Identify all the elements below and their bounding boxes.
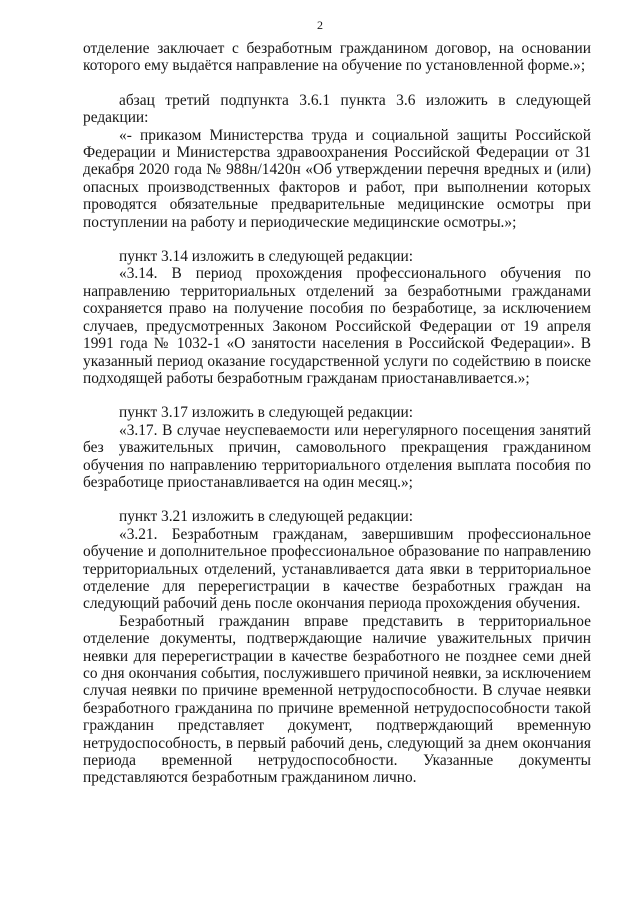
paragraph-3-14-text: «3.14. В период прохождения профессионального обучения по направлению территориальных отделений за безработными гражданами сохраняется право на получение пособия по безработице, за исключением случаев, предусмотренных Законом Российской Федерации от 19 апреля 1991 года № 1032-1 «О занятости населения в Российской Федерации». В указанный период оказание государственной услуги по содействию в поиске подходящей работы безработным гражданам приостанавливается.»; xyxy=(83,265,591,387)
paragraph-amend-3-17: пункт 3.17 изложить в следующей редакции: xyxy=(119,404,414,422)
paragraph-amend-3-21: пункт 3.21 изложить в следующей редакции: xyxy=(119,508,414,526)
paragraph-contract-continuation: отделение заключает с безработным гражданином договор, на основании которого ему выдаётся направление на обучение по установленной форме.»; xyxy=(83,40,591,75)
paragraph-order-reference: «- приказом Министерства труда и социальной защиты Российской Федерации и Министерства здравоохранения Российской Федерации от 31 декабря 2020 года № 988н/1420н «Об утверждении перечня вредных и (или) опасных производственных факторов и работ, при выполнении которых проводятся обязательные предварительные медицинские осмотры при поступлении на работу и периодические медицинские осмотры.»; xyxy=(83,126,591,231)
document-body xyxy=(83,40,591,787)
paragraph-3-21-text: «3.21. Безработным гражданам, завершившим профессиональное обучение и дополнительное профессиональное образование по направлению территориальных отделений, устанавливается дата явки в территориальное отделение для перерегистрации в качестве безработных граждан на следующий рабочий день после окончания периода прохождения обучения. xyxy=(83,525,591,613)
paragraph-3-17-text: «3.17. В случае неуспеваемости или нерегулярного посещения занятий без уважительных причин, самовольного прекращения гражданином обучения по направлению территориального отделения выплата пособия по безработице приостанавливается на один месяц.»; xyxy=(83,421,591,491)
page-number: 2 xyxy=(317,18,323,32)
paragraph-amend-3-6-1: абзац третий подпункта 3.6.1 пункта 3.6 изложить в следующей редакции: xyxy=(83,91,591,127)
paragraph-amend-3-14: пункт 3.14 изложить в следующей редакции: xyxy=(119,248,414,266)
paragraph-absence-documents: Безработный гражданин вправе представить в территориальное отделение документы, подтверждающие наличие уважительных причин неявки для перерегистрации в качестве безработного не позднее семи дней со дня окончания события, послужившего причиной неявки, за исключением случая неявки по причине временной нетрудоспособности. В случае неявки безработного гражданина по причине временной нетрудоспособности такой гражданин представляет документ, подтверждающий временную нетрудоспособность, в первый рабочий день, следующий за днем окончания периода временной нетрудоспособности. Указанные документы представляются безработным гражданином лично. xyxy=(83,612,591,787)
